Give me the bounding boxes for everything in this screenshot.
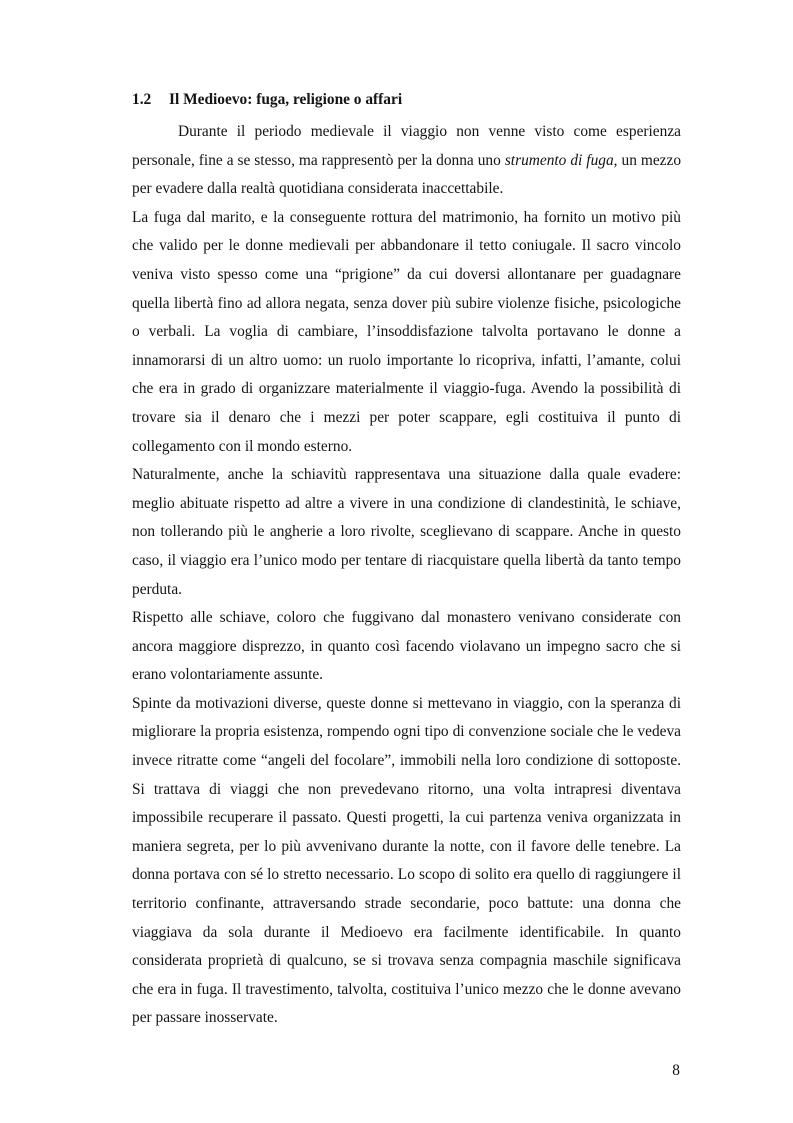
- document-page: [132, 90, 681, 1033]
- paragraph-4: Rispetto alle schiave, coloro che fuggivano dal monastero venivano considerate con ancora maggiore disprezzo, in quanto così facendo violavano un impegno sacro che si erano volontariamente assunte.: [132, 609, 681, 684]
- paragraph-3: Naturalmente, anche la schiavitù rappresentava una situazione dalla quale evadere: meglio abituate rispetto ad altre a vivere in una condizione di clandestinità, le schiave, non tollerando più le angherie a loro rivolte, sceglievano di scappare. Anche in questo caso, il viaggio era l’unico modo per tentare di riacquistare quella libertà da tanto tempo perduta.: [132, 466, 681, 598]
- section-heading: [132, 90, 681, 110]
- paragraph-1-text-before: Durante il periodo medievale il viaggio non venne visto come esperienza personale, fine a se stesso, ma rappresentò per la donna uno: [132, 123, 681, 169]
- section-number: 1.2: [132, 91, 152, 108]
- paragraph-1-text-after: , un mezzo per evadere dalla realtà quotidiana considerata inaccettabile.: [132, 151, 682, 198]
- paragraph-1-emphasis: strumento di fuga: [504, 151, 614, 169]
- page-number: 8: [672, 1062, 680, 1079]
- paragraph-2: La fuga dal marito, e la conseguente rottura del matrimonio, ha fornito un motivo più che valido per le donne medievali per abbandonare il tetto coniugale. Il sacro vincolo veniva visto spesso come una “prigione” da cui doversi allontanare per guadagnare quella libertà fino ad allora negata, senza dover più subire violenze fisiche, psicologiche o verbali. La voglia di cambiare, l’insoddisfazione talvolta portavano le donne a innamorarsi di un altro uomo: un ruolo importante lo ricopriva, infatti, l’amante, colui che era in grado di organizzare materialmente il viaggio-fuga. Avendo la possibilità di trovare sia il denaro che i mezzi per poter scappare, egli costituiva il punto di collegamento con il mondo esterno.: [132, 208, 681, 455]
- paragraph-1: [132, 118, 681, 204]
- section-title: Il Medioevo: fuga, religione o affari: [169, 91, 403, 108]
- paragraph-5: Spinte da motivazioni diverse, queste donne si mettevano in viaggio, con la speranza di migliorare la propria esistenza, rompendo ogni tipo di convenzione sociale che le vedeva invece ritratte come “angeli del focolare”, immobili nella loro condizione di sottoposte. Si trattava di viaggi che non prevedevano ritorno, una volta intrapresi diventava impossibile recuperare il passato. Questi progetti, la cui partenza veniva organizzata in maniera segreta, per lo più avvenivano durante la notte, con il favore delle tenebre. La donna portava con sé lo stretto necessario. Lo scopo di solito era quello di raggiungere il territorio confinante, attraversando strade secondarie, poco battute: una donna che viaggiava da sola durante il Medioevo era facilmente identificabile. In quanto considerata proprietà di qualcuno, se si trovava senza compagnia maschile significava che era in fuga. Il travestimento, talvolta, costituiva l’unico mezzo che le donne avevano per passare inosservate.: [132, 694, 681, 1027]
